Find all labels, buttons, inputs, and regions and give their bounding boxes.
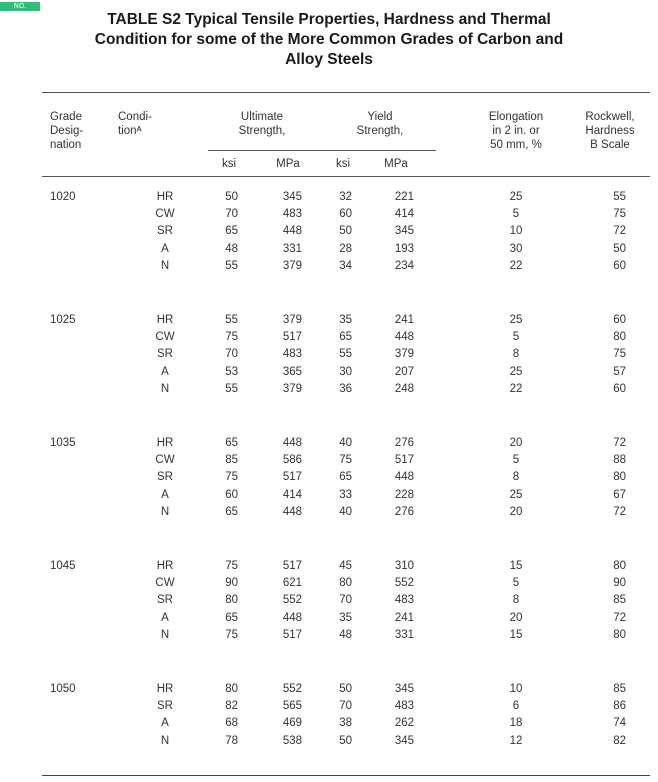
header-ultimate-line: Ultimate [240, 111, 284, 123]
header-condition [118, 110, 152, 138]
cell-condition: A [161, 488, 169, 501]
cell-elongation: 12 [509, 734, 523, 747]
cell-elongation: 5 [512, 208, 520, 221]
cell-yield-mpa: 345 [394, 683, 414, 695]
cell-ultimate-ksi: 75 [225, 628, 238, 641]
table-title-line-2: Condition for some of the More Common Grades of Carbon and [94, 31, 564, 48]
cell-condition: N [160, 734, 170, 747]
cell-elongation: 6 [512, 700, 520, 713]
cell-ultimate-mpa: 379 [282, 382, 302, 395]
cell-yield-ksi: 60 [339, 208, 352, 221]
cell-rockwell: 80 [613, 628, 626, 641]
cell-ultimate-mpa: 565 [282, 700, 302, 713]
cell-condition: CW [155, 208, 175, 221]
cell-yield-mpa: 241 [394, 314, 414, 326]
cell-rockwell: 72 [613, 611, 626, 624]
cell-ultimate-ksi: 70 [225, 348, 238, 361]
cell-ultimate-ksi: 55 [225, 314, 238, 326]
cell-yield-mpa: 248 [394, 382, 414, 395]
cell-elongation: 10 [509, 225, 523, 238]
cell-condition: N [160, 505, 170, 518]
cell-yield-ksi: 65 [339, 471, 352, 484]
cell-yield-mpa: 262 [394, 717, 414, 730]
cell-yield-mpa: 207 [394, 365, 414, 378]
cell-ultimate-ksi: 82 [225, 700, 238, 713]
cell-ultimate-ksi: 80 [225, 683, 238, 695]
table-title-line-1: TABLE S2 Typical Tensile Properties, Hardness and Thermal [107, 11, 551, 28]
cell-ultimate-ksi: 65 [225, 437, 238, 449]
table-bottom-rule [42, 775, 650, 776]
cell-elongation: 18 [509, 717, 523, 730]
cell-yield-ksi: 65 [339, 331, 352, 344]
cell-yield-ksi: 36 [339, 382, 352, 395]
cell-ultimate-ksi: 85 [225, 454, 238, 467]
cell-yield-ksi: 55 [339, 348, 352, 361]
cell-yield-mpa: 414 [394, 208, 414, 221]
header-elongation-line: in 2 in. or [492, 125, 540, 137]
cell-rockwell: 80 [613, 331, 626, 344]
cell-rockwell: 80 [613, 560, 626, 572]
cell-yield-ksi: 28 [339, 242, 352, 255]
cell-condition: CW [155, 577, 175, 590]
header-rockwell-line: Rockwell, [585, 111, 635, 123]
cell-ultimate-mpa: 552 [282, 683, 302, 695]
cell-elongation: 22 [509, 259, 523, 272]
header-grade [50, 110, 83, 152]
cell-yield-ksi: 40 [339, 437, 352, 449]
cell-ultimate-mpa: 331 [282, 242, 302, 255]
cell-condition: HR [156, 314, 174, 326]
cell-ultimate-ksi: 90 [225, 577, 238, 590]
cell-yield-ksi: 40 [339, 505, 352, 518]
cell-ultimate-mpa: 483 [282, 348, 302, 361]
cell-rockwell: 75 [613, 348, 626, 361]
cell-condition: A [161, 717, 169, 730]
cell-ultimate-ksi: 50 [225, 191, 238, 203]
cell-yield-mpa: 221 [394, 191, 414, 203]
cell-elongation: 10 [509, 683, 523, 695]
cell-yield-ksi: 50 [339, 225, 352, 238]
cell-yield-ksi: 33 [339, 488, 352, 501]
cell-yield-mpa: 193 [394, 242, 414, 255]
cell-yield-mpa: 345 [394, 734, 414, 747]
cell-ultimate-mpa: 448 [282, 225, 302, 238]
header-grade-line: Grade [50, 111, 82, 123]
header-yield-strength [330, 110, 430, 138]
header-yield-line: Yield [367, 111, 393, 123]
cell-ultimate-mpa: 448 [282, 437, 302, 449]
cell-rockwell: 80 [613, 471, 626, 484]
header-elongation-line: Elongation [488, 111, 544, 123]
cell-ultimate-ksi: 55 [225, 259, 238, 272]
cell-rockwell: 55 [613, 191, 626, 203]
cell-condition: SR [157, 594, 173, 607]
cell-yield-mpa: 228 [394, 488, 414, 501]
cell-yield-mpa: 379 [394, 348, 414, 361]
cell-condition: CW [155, 331, 175, 344]
cell-condition: N [160, 259, 170, 272]
unit-yield-mpa: MPa [384, 158, 408, 170]
cell-yield-ksi: 34 [339, 259, 352, 272]
header-bottom-rule [42, 176, 650, 177]
cell-rockwell: 82 [613, 734, 626, 747]
cell-elongation: 5 [512, 331, 520, 344]
cell-condition: N [160, 382, 170, 395]
cell-ultimate-ksi: 55 [225, 382, 238, 395]
cell-ultimate-mpa: 517 [282, 471, 302, 484]
cell-ultimate-mpa: 552 [282, 594, 302, 607]
cell-yield-ksi: 35 [339, 611, 352, 624]
cell-yield-ksi: 45 [339, 560, 352, 572]
cell-ultimate-mpa: 517 [282, 560, 302, 572]
cell-rockwell: 72 [613, 225, 626, 238]
header-top-rule [42, 92, 650, 93]
cell-ultimate-mpa: 365 [282, 365, 302, 378]
cell-yield-ksi: 32 [339, 191, 352, 203]
cell-elongation: 25 [509, 314, 523, 326]
header-rockwell-line: Hardness [585, 125, 635, 137]
header-condition-line: Condi- [118, 111, 152, 123]
header-ultimate-strength [212, 110, 312, 138]
cell-yield-mpa: 310 [394, 560, 414, 572]
cell-rockwell: 86 [613, 700, 626, 713]
cell-yield-mpa: 448 [394, 331, 414, 344]
cell-yield-mpa: 276 [394, 437, 414, 449]
cell-yield-ksi: 70 [339, 700, 352, 713]
cell-ultimate-mpa: 469 [282, 717, 302, 730]
cell-ultimate-ksi: 65 [225, 611, 238, 624]
cell-ultimate-mpa: 517 [282, 628, 302, 641]
cell-ultimate-mpa: 414 [282, 488, 302, 501]
cell-elongation: 8 [512, 348, 520, 361]
cell-yield-ksi: 38 [339, 717, 352, 730]
cell-elongation: 20 [509, 437, 523, 449]
cell-ultimate-mpa: 483 [282, 208, 302, 221]
cell-ultimate-ksi: 53 [225, 365, 238, 378]
cell-elongation: 25 [509, 191, 523, 203]
cell-rockwell: 67 [613, 488, 626, 501]
cell-ultimate-ksi: 60 [225, 488, 238, 501]
table-title [0, 10, 658, 70]
cell-yield-mpa: 483 [394, 594, 414, 607]
cell-rockwell: 75 [613, 208, 626, 221]
cell-yield-ksi: 48 [339, 628, 352, 641]
cell-ultimate-mpa: 538 [282, 734, 302, 747]
unit-ultimate-ksi: ksi [221, 158, 237, 170]
cell-yield-mpa: 552 [394, 577, 414, 590]
cell-condition: SR [157, 225, 173, 238]
cell-ultimate-mpa: 379 [282, 314, 302, 326]
cell-elongation: 8 [512, 594, 520, 607]
cell-rockwell: 72 [613, 505, 626, 518]
cell-ultimate-ksi: 70 [225, 208, 238, 221]
cell-yield-ksi: 30 [339, 365, 352, 378]
header-grade-line: nation [50, 139, 82, 151]
cell-yield-mpa: 483 [394, 700, 414, 713]
units-rule [208, 150, 436, 151]
cell-rockwell: 85 [613, 683, 626, 695]
cell-yield-ksi: 50 [339, 683, 352, 695]
cell-elongation: 30 [509, 242, 523, 255]
cell-condition: CW [155, 454, 175, 467]
cell-yield-ksi: 75 [339, 454, 352, 467]
cell-yield-ksi: 80 [339, 577, 352, 590]
cell-ultimate-ksi: 65 [225, 505, 238, 518]
cell-condition: SR [157, 700, 173, 713]
cell-elongation: 22 [509, 382, 523, 395]
header-elongation [468, 110, 564, 152]
cell-condition: HR [156, 437, 174, 449]
cell-elongation: 8 [512, 471, 520, 484]
cell-rockwell: 60 [613, 259, 626, 272]
cell-yield-mpa: 234 [394, 259, 414, 272]
cell-elongation: 5 [512, 577, 520, 590]
cell-ultimate-ksi: 75 [225, 560, 238, 572]
grade-designation: 1045 [50, 560, 76, 572]
header-condition-line: tionᴬ [118, 125, 142, 137]
cell-rockwell: 60 [613, 314, 626, 326]
cell-ultimate-ksi: 80 [225, 594, 238, 607]
cell-ultimate-mpa: 517 [282, 331, 302, 344]
header-grade-line: Desig- [50, 125, 84, 137]
cell-condition: A [161, 365, 169, 378]
header-rockwell [568, 110, 652, 152]
cell-ultimate-mpa: 448 [282, 611, 302, 624]
cell-elongation: 20 [509, 505, 523, 518]
cell-ultimate-mpa: 586 [282, 454, 302, 467]
cell-elongation: 15 [509, 628, 523, 641]
cell-ultimate-ksi: 48 [225, 242, 238, 255]
cell-rockwell: 90 [613, 577, 626, 590]
unit-yield-ksi: ksi [335, 158, 351, 170]
cell-rockwell: 88 [613, 454, 626, 467]
header-elongation-line: 50 mm, % [490, 139, 542, 151]
cell-condition: SR [157, 471, 173, 484]
cell-yield-mpa: 345 [394, 225, 414, 238]
cell-condition: A [161, 611, 169, 624]
cell-yield-ksi: 35 [339, 314, 352, 326]
cell-rockwell: 72 [613, 437, 626, 449]
unit-ultimate-mpa: MPa [276, 158, 300, 170]
cell-rockwell: 60 [613, 382, 626, 395]
cell-ultimate-ksi: 75 [225, 331, 238, 344]
cell-ultimate-ksi: 75 [225, 471, 238, 484]
cell-yield-mpa: 517 [394, 454, 414, 467]
cell-elongation: 25 [509, 365, 523, 378]
cell-yield-mpa: 331 [394, 628, 414, 641]
grade-designation: 1050 [50, 683, 76, 695]
cell-yield-mpa: 276 [394, 505, 414, 518]
cell-ultimate-mpa: 379 [282, 259, 302, 272]
cell-ultimate-ksi: 65 [225, 225, 238, 238]
cell-elongation: 20 [509, 611, 523, 624]
header-ultimate-line: Strength, [238, 125, 286, 137]
grade-designation: 1035 [50, 437, 76, 449]
cell-rockwell: 50 [613, 242, 626, 255]
cell-condition: A [161, 242, 169, 255]
header-rockwell-line: B Scale [590, 139, 630, 151]
cell-ultimate-mpa: 621 [282, 577, 302, 590]
cell-condition: HR [156, 191, 174, 203]
grade-designation: 1020 [50, 191, 76, 203]
cell-condition: SR [157, 348, 173, 361]
cell-rockwell: 57 [613, 365, 626, 378]
cell-yield-ksi: 50 [339, 734, 352, 747]
cell-yield-mpa: 241 [394, 611, 414, 624]
cell-ultimate-ksi: 78 [225, 734, 238, 747]
page-marker-badge: NO. [0, 2, 40, 11]
cell-rockwell: 74 [613, 717, 626, 730]
cell-ultimate-mpa: 345 [282, 191, 302, 203]
cell-ultimate-ksi: 68 [225, 717, 238, 730]
cell-condition: N [160, 628, 170, 641]
header-yield-line: Strength, [356, 125, 404, 137]
cell-elongation: 25 [509, 488, 523, 501]
cell-ultimate-mpa: 448 [282, 505, 302, 518]
grade-designation: 1025 [50, 314, 76, 326]
cell-yield-ksi: 70 [339, 594, 352, 607]
table-title-line-3: Alloy Steels [285, 51, 373, 68]
cell-yield-mpa: 448 [394, 471, 414, 484]
cell-condition: HR [156, 683, 174, 695]
cell-elongation: 15 [509, 560, 523, 572]
cell-elongation: 5 [512, 454, 520, 467]
cell-rockwell: 85 [613, 594, 626, 607]
cell-condition: HR [156, 560, 174, 572]
